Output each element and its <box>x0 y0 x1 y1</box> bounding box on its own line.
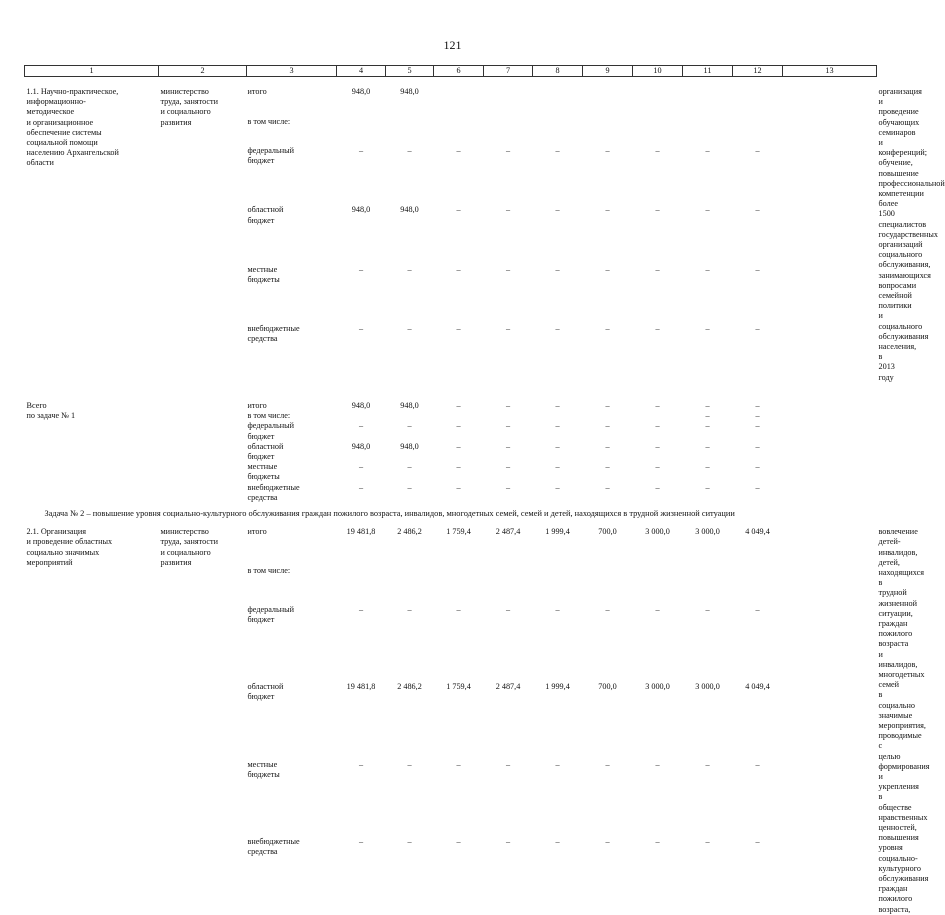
value-cell: 1 999,4 <box>545 527 570 537</box>
funding-source: местные бюджеты <box>247 759 280 779</box>
column-header-9: 9 <box>583 66 633 77</box>
value-cell <box>633 411 683 421</box>
value-cell: – <box>655 482 660 492</box>
value-cell: – <box>605 264 610 274</box>
column-header-5: 5 <box>386 66 434 77</box>
value-cell <box>583 566 633 605</box>
value-cell <box>386 411 434 421</box>
column-header-7: 7 <box>484 66 533 77</box>
value-cell: 3 000,0 <box>695 682 720 692</box>
table-row: 2.1. Организация и проведение областных социально значимых мероприятий министерство труда, занятости и социального развития итого 19 481,8 2 486,2 1 759,4 2 487,4 1 999,4 700,0 3 000,0 3 000,0 4 049,4 вовлечение детей- инвалидов, детей, находящихся в трудной жизненной ситуации, граждан пожилого возраста и инвалидов, многодетных семей в социально значимые мероприятия, проводимые с целью формирования и укрепления в обществе нравственных ценностей, повышения уровня социально-культурного обслуживания граждан пожилого возраста, <box>26 527 930 914</box>
value-cell: – <box>755 462 760 472</box>
value-cell: 2 487,4 <box>495 527 521 537</box>
funding-source: областной бюджет <box>247 205 284 225</box>
column-header-12: 12 <box>733 66 783 77</box>
value-cell: – <box>505 482 511 492</box>
value-cell: – <box>358 462 364 472</box>
value-cell: – <box>505 462 511 472</box>
value-cell <box>783 837 877 915</box>
funding-source: в том числе: <box>247 565 291 575</box>
spacer-cell <box>25 77 877 88</box>
value-cell <box>783 146 877 205</box>
value-cell: 1 999,4 <box>545 682 570 692</box>
value-cell <box>484 411 533 421</box>
value-cell: – <box>705 400 710 410</box>
value-cell: 700,0 <box>598 682 617 692</box>
value-cell: – <box>505 759 511 769</box>
value-cell: – <box>407 323 412 333</box>
value-cell: – <box>407 421 412 431</box>
value-cell: – <box>505 441 511 451</box>
value-cell: – <box>705 837 710 847</box>
value-cell: – <box>755 205 760 215</box>
value-cell: 4 049,4 <box>745 527 770 537</box>
value-cell <box>733 566 783 605</box>
value-cell: – <box>605 146 610 156</box>
value-cell: 1 759,4 <box>446 527 471 537</box>
value-cell: – <box>755 411 760 421</box>
value-cell <box>533 117 583 147</box>
value-cell: – <box>358 759 364 769</box>
value-cell: – <box>407 482 412 492</box>
value-cell: – <box>407 604 412 614</box>
value-cell: – <box>705 264 710 274</box>
value-cell: – <box>407 759 412 769</box>
value-cell: – <box>755 421 760 431</box>
value-cell <box>783 401 877 411</box>
page-number: 121 <box>443 38 462 52</box>
funding-source: итого <box>247 400 267 410</box>
value-cell: – <box>655 759 660 769</box>
value-cell: – <box>456 837 461 847</box>
activity-name: 2.1. Организация и проведение областных социально значимых мероприятий <box>26 527 113 567</box>
value-cell: 3 000,0 <box>645 527 670 537</box>
value-cell: – <box>456 482 461 492</box>
value-cell: 948,0 <box>351 400 371 410</box>
header-row <box>25 66 877 77</box>
value-cell <box>434 87 484 117</box>
value-cell: – <box>505 400 511 410</box>
value-cell <box>337 411 386 421</box>
value-cell: – <box>755 400 760 410</box>
value-cell: – <box>605 604 610 614</box>
value-cell: 1 759,4 <box>446 682 471 692</box>
column-header-4: 4 <box>337 66 386 77</box>
value-cell <box>434 566 484 605</box>
value-cell: – <box>505 604 511 614</box>
value-cell: – <box>555 482 560 492</box>
value-cell: 948,0 <box>351 87 371 96</box>
value-cell: 948,0 <box>400 205 419 215</box>
value-cell: – <box>555 264 560 274</box>
value-cell: – <box>755 759 760 769</box>
value-cell: – <box>655 264 660 274</box>
value-cell <box>633 566 683 605</box>
value-cell: – <box>358 264 364 274</box>
value-cell: – <box>705 323 710 333</box>
value-cell: 948,0 <box>351 441 371 451</box>
value-cell: – <box>655 837 660 847</box>
value-cell <box>733 87 783 117</box>
value-cell <box>434 117 484 147</box>
value-cell: – <box>555 400 560 410</box>
value-cell: – <box>705 205 710 215</box>
funding-source: федеральный бюджет <box>247 604 295 624</box>
value-cell <box>583 411 633 421</box>
value-cell <box>386 117 434 147</box>
budget-table <box>24 65 945 915</box>
task-heading-row <box>25 503 877 527</box>
value-cell: – <box>407 146 412 156</box>
value-cell: – <box>705 759 710 769</box>
value-cell <box>683 566 733 605</box>
value-cell: 3 000,0 <box>695 527 720 537</box>
funding-source: в том числе: <box>247 411 291 421</box>
value-cell: 2 486,2 <box>397 682 422 692</box>
value-cell: – <box>605 400 610 410</box>
value-cell <box>484 566 533 605</box>
column-header-10: 10 <box>633 66 683 77</box>
value-cell <box>533 566 583 605</box>
value-cell <box>337 566 386 605</box>
value-cell <box>337 117 386 147</box>
value-cell: – <box>605 759 610 769</box>
funding-source: в том числе: <box>247 116 291 126</box>
value-cell: – <box>605 837 610 847</box>
value-cell: – <box>358 323 364 333</box>
value-cell <box>783 324 877 383</box>
value-cell <box>386 566 434 605</box>
value-cell: – <box>456 264 461 274</box>
value-cell: 4 049,4 <box>745 682 770 692</box>
value-cell <box>533 411 583 421</box>
value-cell <box>783 411 877 421</box>
value-cell: – <box>407 462 412 472</box>
spacer-row <box>25 383 877 401</box>
value-cell: – <box>358 482 364 492</box>
value-cell: – <box>555 421 560 431</box>
value-cell: 948,0 <box>400 87 419 96</box>
value-cell: – <box>358 421 364 431</box>
value-cell <box>583 87 633 117</box>
value-cell: – <box>456 604 461 614</box>
value-cell: – <box>705 604 710 614</box>
value-cell: – <box>755 441 760 451</box>
value-cell: – <box>605 205 610 215</box>
value-cell: – <box>456 462 461 472</box>
funding-source: областной бюджет <box>247 441 284 461</box>
activity-name: 1.1. Научно-практическое, информационно- методическое и организационное обеспечение системы социальной помощи населению Архангельской области <box>26 87 119 168</box>
funding-source: внебюджетные средства <box>247 837 300 857</box>
value-cell: – <box>555 462 560 472</box>
funding-source: местные бюджеты <box>247 264 280 284</box>
value-cell: – <box>407 264 412 274</box>
funding-source: федеральный бюджет <box>247 146 295 166</box>
value-cell: – <box>605 482 610 492</box>
value-cell: – <box>358 146 364 156</box>
activity-name: Всего по задаче № 1 <box>26 400 76 421</box>
value-cell <box>484 117 533 147</box>
value-cell: – <box>456 205 461 215</box>
column-header-3: 3 <box>247 66 337 77</box>
value-cell: – <box>705 146 710 156</box>
funding-source: внебюджетные средства <box>247 482 300 502</box>
value-cell: – <box>555 323 560 333</box>
value-cell: – <box>655 323 660 333</box>
funding-source: местные бюджеты <box>247 462 280 482</box>
value-cell: – <box>605 323 610 333</box>
value-cell: – <box>555 205 560 215</box>
value-cell <box>783 682 877 760</box>
value-cell: – <box>755 604 760 614</box>
funding-source: итого <box>247 527 267 537</box>
value-cell <box>783 87 877 117</box>
value-cell <box>733 117 783 147</box>
executor: министерство труда, занятости и социального развития <box>160 527 219 567</box>
value-cell: 2 486,2 <box>397 527 422 537</box>
value-cell: – <box>705 441 710 451</box>
value-cell: 700,0 <box>598 527 617 537</box>
value-cell: 3 000,0 <box>645 682 670 692</box>
spacer-cell <box>25 383 877 401</box>
value-cell: – <box>555 146 560 156</box>
value-cell: – <box>655 441 660 451</box>
value-cell: – <box>555 441 560 451</box>
column-header-8: 8 <box>533 66 583 77</box>
value-cell: – <box>605 462 610 472</box>
value-cell: – <box>505 205 511 215</box>
value-cell: – <box>705 411 710 421</box>
funding-source: федеральный бюджет <box>247 421 295 441</box>
value-cell: – <box>705 462 710 472</box>
column-header-11: 11 <box>683 66 733 77</box>
funding-source: итого <box>247 87 267 96</box>
value-cell <box>434 411 484 421</box>
value-cell <box>783 205 877 264</box>
value-cell: – <box>705 482 710 492</box>
value-cell: – <box>456 421 461 431</box>
value-cell: – <box>655 205 660 215</box>
value-cell: – <box>505 264 511 274</box>
value-cell: – <box>456 400 461 410</box>
table-row: 1.1. Научно-практическое, информационно- методическое и организационное обеспечение системы социальной помощи населению Архангельской области министерство труда, занятости и социального развития итого 948,0 948,0 организация и проведение обучающих семинаров и конференций; обучение, повышение профессиональной компетенции более 1500 специалистов государственных организаций социального обслуживания, занимающихся вопросами семейной политики и социального обслуживания населения, в 2013 году <box>26 87 945 382</box>
value-cell: – <box>505 323 511 333</box>
column-header-13: 13 <box>783 66 877 77</box>
value-cell: – <box>407 837 412 847</box>
value-cell: – <box>655 604 660 614</box>
value-cell: – <box>755 264 760 274</box>
value-cell <box>683 87 733 117</box>
value-cell: – <box>655 400 660 410</box>
value-cell <box>783 421 877 441</box>
value-cell: – <box>456 759 461 769</box>
value-cell: – <box>755 323 760 333</box>
value-cell: – <box>755 837 760 847</box>
value-cell <box>583 117 633 147</box>
column-header-1: 1 <box>25 66 159 77</box>
value-cell: – <box>655 462 660 472</box>
value-cell: – <box>505 837 511 847</box>
value-cell <box>783 483 877 503</box>
value-cell <box>783 566 877 605</box>
value-cell: – <box>705 421 710 431</box>
value-cell: – <box>505 146 511 156</box>
value-cell: – <box>755 146 760 156</box>
value-cell: 19 481,8 <box>346 527 376 537</box>
executor-empty <box>159 401 247 503</box>
value-cell <box>533 87 583 117</box>
value-cell: – <box>655 421 660 431</box>
value-cell <box>783 265 877 324</box>
column-header-6: 6 <box>434 66 484 77</box>
value-cell: 948,0 <box>400 400 419 410</box>
task-heading: Задача № 2 – повышение уровня социально-культурного обслуживания граждан пожилого возраста, инвалидов, многодетных семей, семей и детей, находящихся в трудной жизненной ситуации <box>44 508 735 518</box>
value-cell <box>783 760 877 838</box>
value-cell <box>633 117 683 147</box>
value-cell: 19 481,8 <box>346 682 376 692</box>
value-cell <box>783 462 877 482</box>
spacer-row <box>25 77 877 88</box>
value-cell: 2 487,4 <box>495 682 521 692</box>
value-cell <box>633 87 683 117</box>
value-cell: – <box>555 759 560 769</box>
value-cell: – <box>605 421 610 431</box>
value-cell <box>783 117 877 147</box>
value-cell: – <box>456 146 461 156</box>
value-cell: – <box>755 482 760 492</box>
value-cell: – <box>505 421 511 431</box>
value-cell: – <box>358 604 364 614</box>
value-cell: – <box>605 441 610 451</box>
value-cell <box>783 442 877 462</box>
funding-source: внебюджетные средства <box>247 323 300 343</box>
value-cell: – <box>555 837 560 847</box>
value-cell: – <box>456 441 461 451</box>
funding-source: областной бюджет <box>247 682 284 702</box>
value-cell <box>783 605 877 683</box>
value-cell <box>783 527 877 566</box>
value-cell <box>683 117 733 147</box>
table-row <box>25 401 877 411</box>
value-cell: – <box>358 837 364 847</box>
value-cell <box>484 87 533 117</box>
executor: министерство труда, занятости и социального развития <box>160 87 219 127</box>
value-cell: 948,0 <box>351 205 371 215</box>
value-cell: 948,0 <box>400 441 419 451</box>
column-header-2: 2 <box>159 66 247 77</box>
value-cell: – <box>456 323 461 333</box>
value-cell: – <box>655 146 660 156</box>
value-cell: – <box>555 604 560 614</box>
